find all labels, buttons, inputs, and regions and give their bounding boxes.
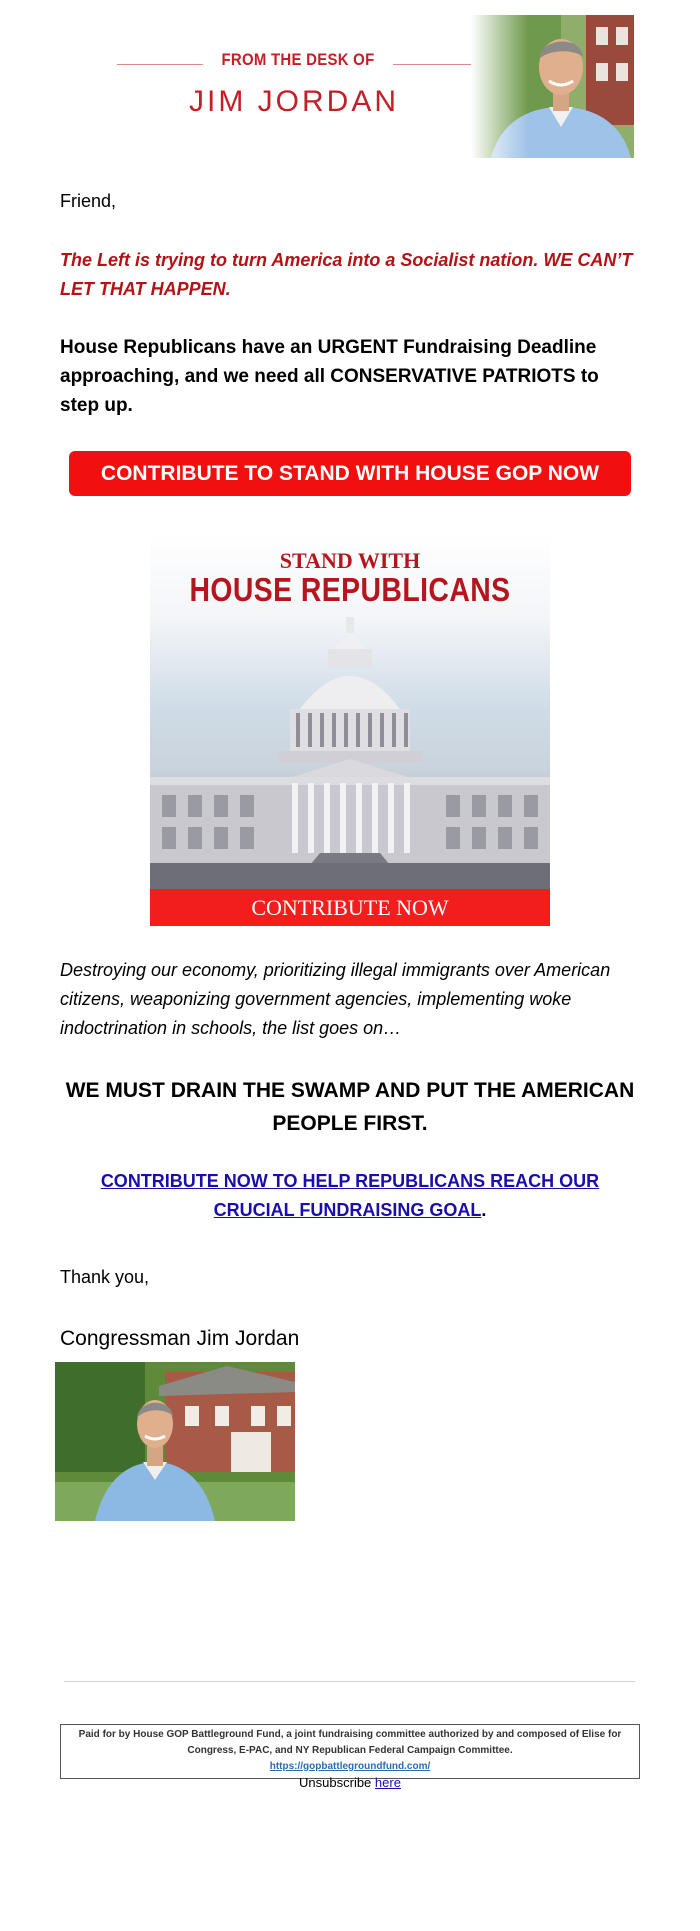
disclaimer-text: Paid for by House GOP Battleground Fund, a joint fundraising committee authorized by and composed of Elise for Congress, E-PAC, and NY Republican Federal Campaign Committee. [78, 1729, 622, 1756]
urgent-paragraph: House Republicans have an URGENT Fundraising Deadline approaching, and we need all CONSERVATIVE PATRIOTS to step up. [60, 337, 599, 416]
paid-for-disclaimer [60, 1724, 640, 1779]
portrait-illustration [471, 15, 634, 158]
capitol-building-illustration [150, 613, 550, 889]
battleground-fund-link[interactable]: https://gopbattlegroundfund.com/ [269, 1761, 431, 1772]
contribute-stand-button[interactable]: CONTRIBUTE TO STAND WITH HOUSE GOP NOW [69, 451, 631, 496]
sender-name: JIM JORDAN [189, 85, 399, 118]
header-rule-right [393, 64, 471, 65]
footer-divider [64, 1681, 635, 1682]
jordan-outdoor-portrait [55, 1362, 295, 1521]
unsubscribe-label: Unsubscribe [299, 1775, 372, 1790]
banner-house-republicans: HOUSE REPUBLICANS [189, 571, 511, 608]
contribute-link-paragraph [60, 1167, 640, 1225]
email-header [117, 15, 634, 158]
header-portrait-photo [471, 15, 634, 158]
link-trailing-period: . [481, 1200, 487, 1220]
unsubscribe-link[interactable]: here [374, 1775, 401, 1790]
greeting: Friend, [60, 191, 117, 211]
from-the-desk-label: FROM THE DESK OF [221, 50, 375, 69]
signature-name: Congressman Jim Jordan [60, 1327, 300, 1350]
stand-with-house-republicans-banner[interactable] [150, 533, 550, 926]
header-rule-left [117, 64, 203, 65]
banner-contribute-now[interactable]: CONTRIBUTE NOW [150, 889, 550, 926]
unsubscribe-line [60, 1775, 640, 1790]
red-lead-paragraph: The Left is trying to turn America into a Socialist nation. WE CAN’T LET THAT HAPPEN. [60, 250, 633, 299]
drain-the-swamp-heading: WE MUST DRAIN THE SWAMP AND PUT THE AMERICAN PEOPLE FIRST. [65, 1079, 635, 1135]
destroying-paragraph: Destroying our economy, prioritizing illegal immigrants over American citizens, weaponizing government agencies, implementing woke indoctrination in schools, the list goes on… [60, 960, 611, 1038]
signature-photo [55, 1362, 295, 1521]
banner-stand-with: STAND WITH [279, 548, 421, 573]
contribute-now-link[interactable]: CONTRIBUTE NOW TO HELP REPUBLICANS REACH OUR CRUCIAL FUNDRAISING GOAL [100, 1171, 600, 1220]
thank-you: Thank you, [60, 1267, 150, 1287]
